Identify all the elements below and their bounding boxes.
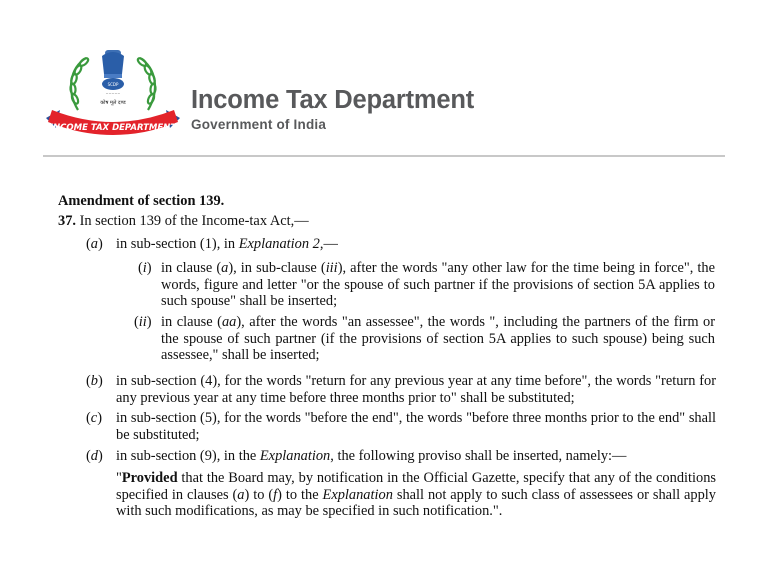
clause-c-text: in sub-section (5), for the words "before the end", the words "before three months prior to the end" shall be substituted;: [116, 410, 716, 443]
section-intro-text: In section 139 of the Income-tax Act,—: [76, 213, 309, 229]
clause-b-text: in sub-section (4), for the words "return for any previous year at any time before", the words "return for any previous year at any time before three months prior to" shall be substituted;: [116, 373, 716, 406]
national-emblem-icon: [100, 50, 126, 106]
site-title: Income Tax Department: [191, 86, 474, 114]
clause-a-label: (a): [86, 236, 103, 252]
section-intro: [58, 213, 309, 230]
subclause-ii-label: (ii): [134, 314, 152, 330]
section-heading: Amendment of section 139.: [58, 193, 225, 209]
header-divider: [43, 155, 725, 157]
page-header: [0, 0, 768, 160]
clause-b-label: (b): [86, 373, 103, 389]
ribbon-banner: [46, 110, 180, 135]
svg-text:~~~~~: ~~~~~: [105, 92, 121, 96]
svg-text:कोष मूले दण्ड: कोष मूले दण्ड: [100, 100, 126, 106]
svg-text:INCOME TAX DEPARTMENT: INCOME TAX DEPARTMENT: [49, 123, 177, 133]
clause-d-text: in sub-section (9), in the Explanation, the following proviso shall be inserted, namely:—: [116, 448, 627, 464]
proviso-text: "Provided that the Board may, by notification in the Official Gazette, specify that any of the conditions specified in clauses (a) to (f) to the Explanation shall not apply to such class of assessees or shall apply with such modifications, as may be specified in such notification.".: [116, 470, 716, 520]
section-number: 37.: [58, 213, 76, 229]
clause-a-text: in sub-section (1), in Explanation 2,—: [116, 236, 338, 252]
subclause-i-text: in clause (a), in sub-clause (iii), after the words "any other law for the time being in force", the words, figure and letter "or the spouse of such partner if the provisions of section 5A applies to such spouse" shall be inserted;: [161, 260, 715, 310]
income-tax-department-logo: [38, 38, 188, 148]
site-subtitle: Government of India: [191, 117, 327, 132]
subclause-i-label: (i): [138, 260, 152, 276]
clause-c-label: (c): [86, 410, 102, 426]
clause-d-label: (d): [86, 448, 103, 464]
svg-text:SCDP: SCDP: [107, 82, 119, 87]
subclause-ii-text: in clause (aa), after the words "an assessee", the words ", including the partners of the firm or the spouse of such partner (if the provisions of section 5A applies to such spouse) being such assessee," shall be inserted;: [161, 314, 715, 364]
